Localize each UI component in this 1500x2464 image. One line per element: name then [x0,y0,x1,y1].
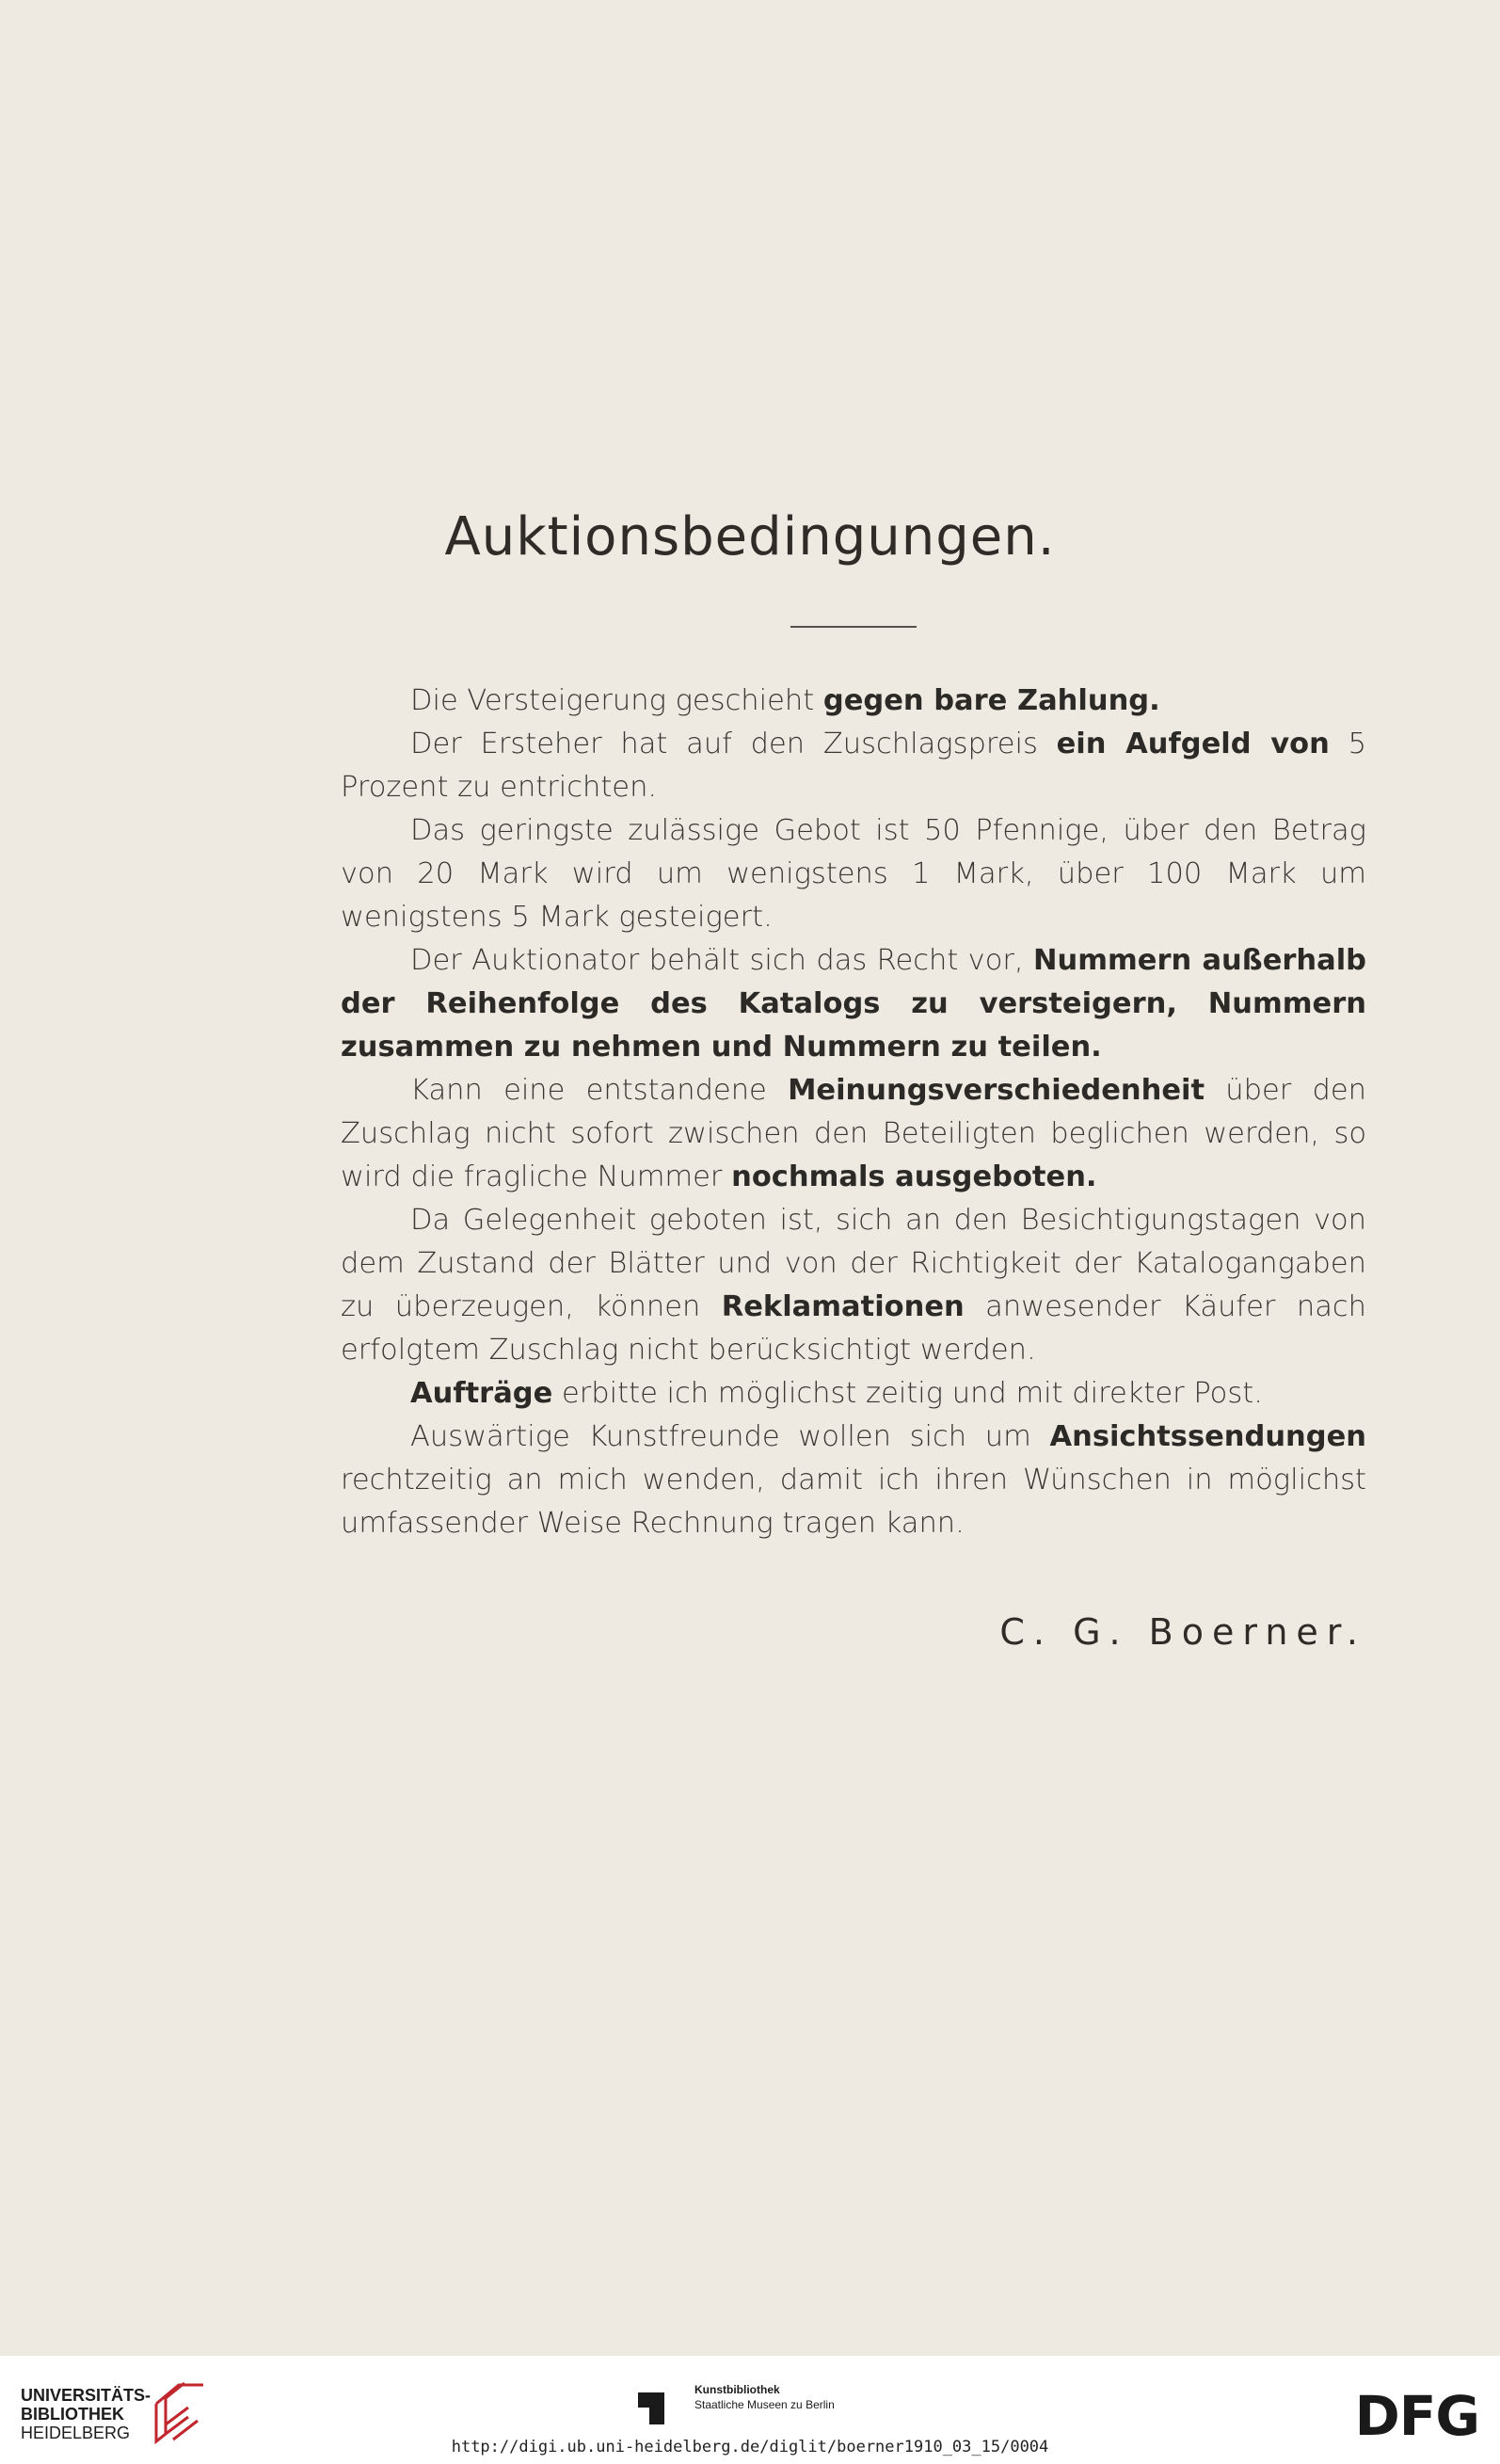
emphasized-text: Meinungsverschiedenheit [788,1074,1205,1107]
library-line-1: UNIVERSITÄTS- [21,2386,152,2405]
library-line-3: HEIDELBERG [21,2424,131,2442]
text-run: Kann eine entstandene [410,1074,789,1107]
kunstbibliothek-logo-icon [638,2387,683,2424]
paragraph [341,680,1366,723]
text-run: Die Versteigerung geschieht [410,684,823,717]
page-title: Auktionsbedingungen. [444,506,1056,568]
title-rule [790,626,917,628]
paragraph [341,939,1366,1069]
emphasized-text: ein Aufgeld von [1056,728,1330,760]
text-run: Da Gelegenheit geboten ist, sich an den Besichtigungstagen von dem Zustand der Blätter und von der Richtigkeit der Katalogangaben zu überzeugen, können [341,1204,1366,1323]
text-run: rechtzeitig an mich wenden, damit ich ihren Wünschen in möglichst umfassender Weise Rechnung tragen kann. [341,1464,1366,1540]
dfg-logo: DFG [1354,2384,1479,2448]
emphasized-text: nochmals ausgeboten. [731,1160,1097,1193]
paragraph [341,1069,1366,1199]
paragraph [341,723,1366,809]
paragraph [341,1372,1366,1416]
paragraph [341,1416,1366,1545]
text-run: erbitte ich möglichst zeitig und mit direkter Post. [552,1377,1263,1410]
text-run: Der Ersteher hat auf den Zuschlagspreis [410,728,1057,760]
source-url[interactable]: http://digi.ub.uni-heidelberg.de/diglit/boerner1910_03_15/0004 [451,2438,1049,2456]
conditions-text [341,680,1366,1545]
emphasized-text: Ansichtssendungen [1049,1420,1366,1453]
paragraph [341,809,1366,939]
kb-title: Kunstbibliothek [694,2383,780,2396]
kb-subtitle: Staatliche Museen zu Berlin [694,2398,835,2411]
library-name [21,2386,151,2442]
emphasized-text: Reklamationen [721,1290,965,1323]
text-run: Das geringste zulässige Gebot ist 50 Pfennige, über den Betrag von 20 Mark wird um wenigstens 1 Mark, über 100 Mark um wenigstens 5 Mark gesteigert. [341,814,1366,934]
text-run: Auswärtige Kunstfreunde wollen sich um [410,1420,1050,1453]
emphasized-text: Aufträge [410,1377,553,1410]
text-run: über den Zuschlag nicht sofort zwischen den Beteiligten beglichen werden, so wird die fragliche Nummer [341,1074,1367,1193]
library-line-2: BIBLIOTHEK [21,2405,124,2424]
kunstbibliothek-name [694,2382,835,2412]
emphasized-text: Nummern außerhalb der Reihenfolge des Katalogs zu versteigern, Nummern zusammen zu nehmen und Nummern zu teilen. [341,944,1367,1064]
text-run: 5 Prozent zu entrichten. [341,728,1366,804]
signature: C. G. Boerner. [999,1611,1366,1653]
text-run: anwesender Käufer nach erfolgtem Zuschlag nicht berücksichtigt werden. [341,1290,1366,1367]
paragraph [341,1199,1366,1372]
emphasized-text: gegen bare Zahlung. [822,684,1160,717]
text-run: Der Auktionator behält sich das Recht vor, [410,944,1033,977]
